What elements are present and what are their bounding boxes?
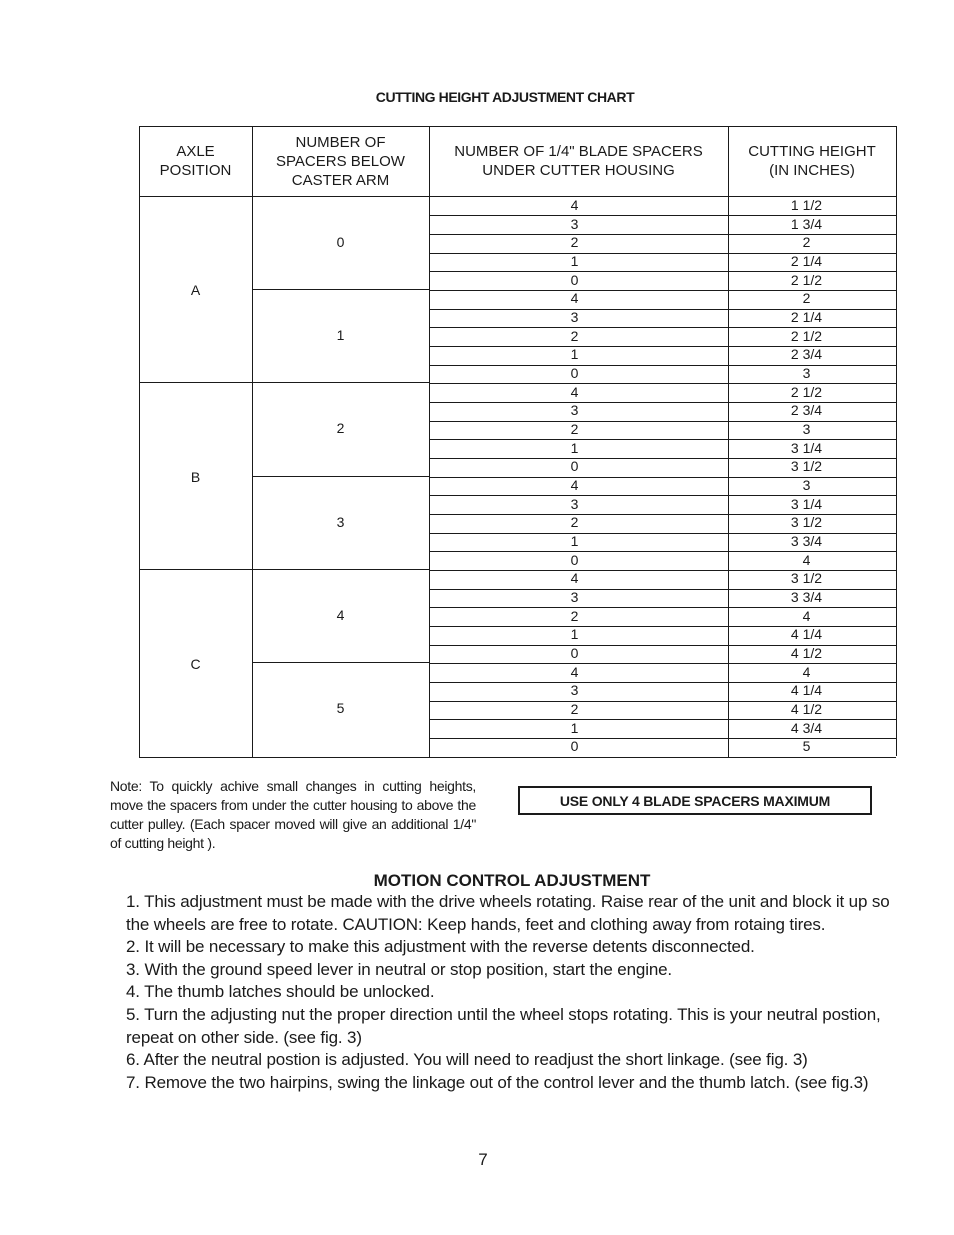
blade-spacers-cell: 4 [570,290,579,307]
blade-spacers-cell: 4 [570,197,579,213]
column-line-4 [896,126,897,756]
cutting-height-cell: 1 3/4 [790,215,823,232]
blade-spacers-cell: 2 [570,607,579,624]
blade-spacers-cell: 3 [570,402,579,419]
cutting-height-cell: 2 3/4 [790,402,823,419]
cutting-height-cell: 5 [802,738,811,755]
step-6: 6. After the neutral postion is adjusted. You will need to readjust the short linkage. (see fig. 3) [126,1050,808,1070]
blade-spacers-cell: 2 [570,421,579,438]
cutting-height-cell: 1 1/2 [790,197,823,213]
blade-spacers-cell: 0 [570,458,579,475]
motion-control-title: MOTION CONTROL ADJUSTMENT [373,871,651,890]
cutting-height-cell: 3 [802,365,811,382]
cutting-height-cell: 2 1/2 [790,271,823,288]
blade-spacers-cell: 2 [570,234,579,251]
cutting-height-cell: 3 1/2 [790,570,823,587]
step-4: 4. The thumb latches should be unlocked. [126,982,435,1002]
blade-spacers-cell: 1 [570,626,579,643]
column-header-1: NUMBER OF SPACERS BELOW CASTER ARM [276,133,405,189]
blade-spacers-cell: 0 [570,738,579,755]
max-spacers-warning: USE ONLY 4 BLADE SPACERS MAXIMUM [518,786,872,815]
step-7: 7. Remove the two hairpins, swing the linkage out of the control lever and the thumb latch. (see fig.3) [126,1072,869,1092]
cutting-height-cell: 4 1/4 [790,626,823,643]
cutting-height-cell: 2 1/4 [790,309,823,326]
spacer-note: Note: To quickly achive small changes in cutting heights, move the spacers from under the cutter housing to above the cutter pulley. (Each spacer moved will give an additional 1/4" of cutting height ). [110,778,476,851]
column-header-0: AXLE POSITION [159,143,232,179]
blade-spacers-cell: 4 [570,570,579,587]
cutting-height-cell: 2 [802,234,811,251]
blade-spacers-cell: 4 [570,663,579,680]
blade-spacers-cell: 1 [570,533,579,550]
step-5: 5. Turn the adjusting nut the proper direction until the wheel stops rotating. This is your neutral postion, repeat on other side. (see fig. 3) [126,1004,881,1047]
cutting-height-cell: 3 1/4 [790,439,823,456]
cutting-height-cell: 3 3/4 [790,589,823,606]
blade-spacers-cell: 1 [570,253,579,269]
spacer-group-label: 4 [336,607,345,624]
cutting-height-cell: 3 [802,421,811,438]
cutting-height-cell: 2 1/4 [790,253,823,269]
blade-spacers-cell: 4 [570,477,579,494]
blade-spacers-cell: 3 [570,495,579,512]
blade-spacers-cell: 3 [570,682,579,699]
blade-spacers-cell: 0 [570,645,579,662]
blade-spacers-cell: 3 [570,309,579,326]
axle-position-label: C [190,655,201,672]
blade-spacers-cell: 2 [570,701,579,718]
cutting-height-cell: 3 1/2 [790,514,823,531]
spacer-group-label: 2 [336,420,345,437]
blade-spacers-cell: 1 [570,346,579,363]
blade-spacers-cell: 1 [570,439,579,456]
column-header-3: CUTTING HEIGHT (IN INCHES) [748,143,876,179]
cutting-height-cell: 2 [802,290,811,307]
step-2: 2. It will be necessary to make this adjustment with the reverse detents disconnected. [126,937,755,957]
blade-spacers-cell: 0 [570,551,579,568]
axle-position-label: B [190,469,201,486]
page-number: 7 [478,1150,488,1169]
cutting-height-cell: 4 [802,607,811,624]
cutting-height-cell: 2 1/2 [790,383,823,400]
cutting-height-cell: 4 [802,551,811,568]
cutting-height-cell: 4 1/4 [790,682,823,699]
blade-spacers-cell: 2 [570,327,579,344]
cutting-height-cell: 4 1/2 [790,645,823,662]
blade-spacers-cell: 2 [570,514,579,531]
blade-spacers-cell: 3 [570,215,579,232]
spacer-group-label: 0 [336,233,345,250]
blade-spacers-cell: 4 [570,383,579,400]
chart-title: CUTTING HEIGHT ADJUSTMENT CHART [375,89,635,105]
cutting-height-cell: 3 [802,477,811,494]
blade-spacers-cell: 3 [570,589,579,606]
spacer-group-label: 5 [336,700,345,717]
cutting-height-cell: 3 3/4 [790,533,823,550]
column-header-2: NUMBER OF 1/4" BLADE SPACERS UNDER CUTTER HOUSING [454,143,703,179]
blade-spacers-cell: 1 [570,719,579,736]
cutting-height-cell: 4 1/2 [790,701,823,718]
step-1: 1. This adjustment must be made with the drive wheels rotating. Raise rear of the unit and block it up so the wheels are free to rotate. CAUTION: Keep hands, feet and clothing away from rotaing tires. [126,892,890,934]
motion-control-steps [126,891,904,1094]
cutting-height-cell: 4 [802,663,811,680]
spacer-group-label: 3 [336,513,345,530]
cutting-height-cell: 2 1/2 [790,327,823,344]
cutting-height-cell: 3 1/2 [790,458,823,475]
spacer-group-label: 1 [336,327,345,344]
cutting-height-cell: 4 3/4 [790,719,823,736]
cutting-height-cell: 3 1/4 [790,495,823,512]
blade-spacers-cell: 0 [570,271,579,288]
axle-position-label: A [190,282,201,299]
blade-spacers-cell: 0 [570,365,579,382]
cutting-height-cell: 2 3/4 [790,346,823,363]
step-3: 3. With the ground speed lever in neutral or stop position, start the engine. [126,959,673,979]
